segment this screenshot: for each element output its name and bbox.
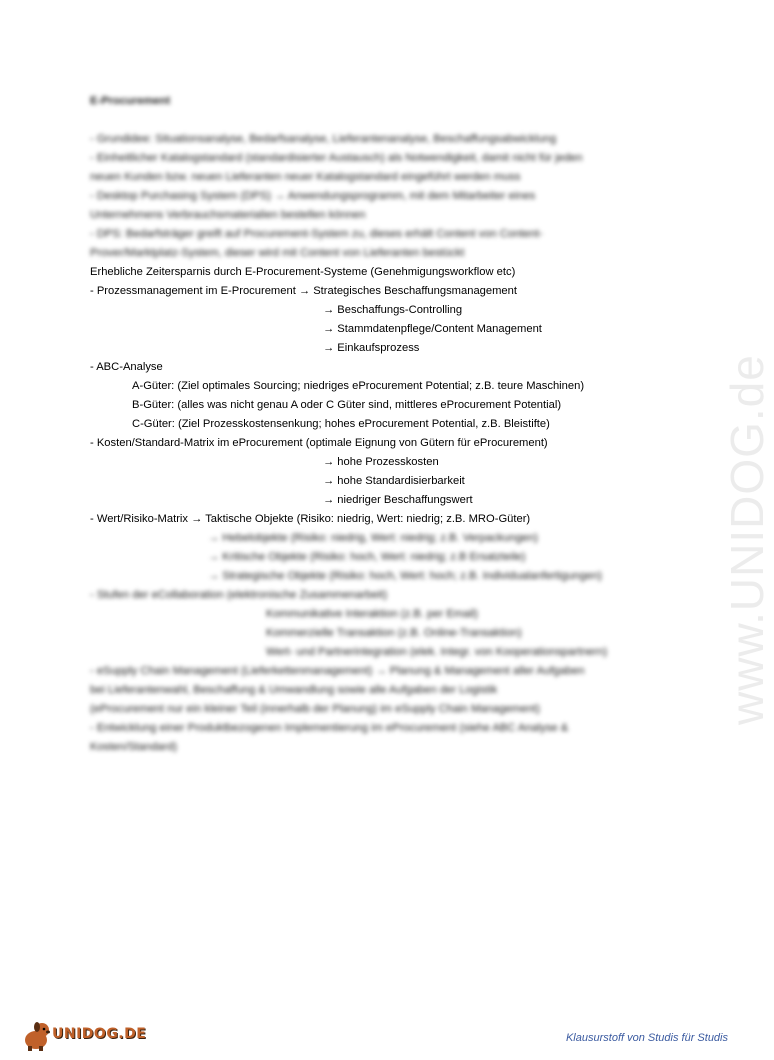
text-line: C-Güter: (Ziel Prozesskostensenkung; hohes eProcurement Potential, z.B. Bleistifte) bbox=[132, 418, 550, 430]
text-line: bei Lieferantenwahl, Beschaffung & Umwandlung sowie alle Aufgaben der Logistik bbox=[90, 684, 498, 696]
text-line: Unternehmens Verbrauchsmaterialien bestellen können bbox=[90, 209, 366, 221]
footer-slogan: Klausurstoff von Studis für Studis bbox=[565, 1032, 728, 1044]
text-line: - ABC-Analyse bbox=[90, 361, 163, 373]
watermark: www.UNIDOG.de bbox=[721, 354, 773, 725]
text-line: - Entwicklung einer Produktbezogenen Implementierung im eProcurement (siehe ABC Analyse & bbox=[90, 722, 569, 734]
text-line: Kommerzielle Transaktion (z.B. Online-Transaktion) bbox=[266, 627, 522, 639]
text-line: Kosten/Standard) bbox=[90, 741, 178, 753]
text-line: → Strategische Objekte (Risiko: hoch, Wert: hoch; z.B. Individualanfertigungen) bbox=[208, 570, 603, 582]
text-line: → Stammdatenpflege/Content Management bbox=[323, 323, 542, 335]
text-line: → niedriger Beschaffungswert bbox=[323, 494, 473, 506]
text-line: - DPS: Bedarfsträger greift auf Procurement-System zu, dieses erhält Content von Content- bbox=[90, 228, 543, 240]
unidog-logo-text[interactable]: UNIDOG.DE bbox=[52, 1026, 147, 1042]
text-line: Wert- und Partnerintegration (elek. Integr. von Kooperationspartnern) bbox=[266, 646, 608, 658]
text-line: - Kosten/Standard-Matrix im eProcurement (optimale Eignung von Gütern für eProcurement) bbox=[90, 437, 548, 449]
text-line: → Hebelobjekte (Risiko: niedrig, Wert: niedrig; z.B. Verpackungen) bbox=[208, 532, 538, 544]
text-line: → Beschaffungs-Controlling bbox=[323, 304, 463, 316]
text-line: (eProcurement nur ein kleiner Teil (innerhalb der Planung) im eSupply Chain Management) bbox=[90, 703, 541, 715]
text-line: → Einkaufsprozess bbox=[323, 342, 420, 354]
text-line: Kommunikative Interaktion (z.B. per Email) bbox=[266, 608, 479, 620]
text-line: B-Güter: (alles was nicht genau A oder C Güter sind, mittleres eProcurement Potential) bbox=[132, 399, 562, 411]
text-line: - Desktop Purchasing System (DPS) → Anwendungsprogramm, mit dem Mitarbeiter eines bbox=[90, 190, 536, 202]
text-line: - Grundidee: Situationsanalyse, Bedarfsanalyse, Lieferantenanalyse, Beschaffungsabwicklung bbox=[90, 133, 557, 145]
text-line: - eSupply Chain Management (Lieferkettenmanagement) → Planung & Management aller Aufgaben bbox=[90, 665, 585, 677]
text-line: neuen Kunden bzw. neuen Lieferanten neuer Katalogstandard eingeführt werden muss bbox=[90, 171, 521, 183]
text-line: - Stufen der eCollaboration (elektronische Zusammenarbeit) bbox=[90, 589, 388, 601]
text-line: → hohe Standardisierbarkeit bbox=[323, 475, 465, 487]
text-line: Erhebliche Zeitersparnis durch E-Procurement-Systeme (Genehmigungsworkflow etc) bbox=[90, 266, 516, 278]
document-title: E-Procurement bbox=[90, 95, 171, 107]
text-line: → hohe Prozesskosten bbox=[323, 456, 439, 468]
text-line: - Einheitlicher Katalogstandard (standardisierter Austausch) als Notwendigkeit, damit nicht für jeden bbox=[90, 152, 583, 164]
text-line: - Prozessmanagement im E-Procurement → Strategisches Beschaffungsmanagement bbox=[90, 285, 517, 297]
text-line: A-Güter: (Ziel optimales Sourcing; niedriges eProcurement Potential; z.B. teure Maschinen) bbox=[132, 380, 585, 392]
text-line: Prover/Marktplatz-System, dieser wird mit Content von Lieferanten bestückt bbox=[90, 247, 465, 259]
text-line: - Wert/Risiko-Matrix → Taktische Objekte (Risiko: niedrig, Wert: niedrig; z.B. MRO-Güter) bbox=[90, 513, 531, 525]
text-line: → Kritische Objekte (Risiko: hoch, Wert: niedrig; z.B Ersatzteile) bbox=[208, 551, 526, 563]
